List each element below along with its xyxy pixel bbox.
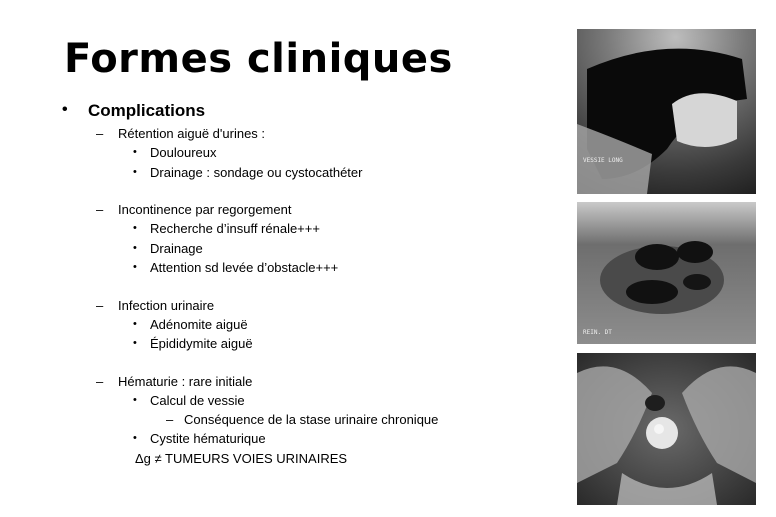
group-infection bbox=[62, 296, 582, 354]
ultrasound-kidney-image bbox=[577, 202, 756, 344]
sub-list-item: – Conséquence de la stase urinaire chronique bbox=[62, 412, 454, 428]
section-heading: • Complications bbox=[62, 100, 582, 124]
list-item: • Drainage bbox=[62, 239, 582, 259]
ultrasound-label: VESSIE LONG bbox=[583, 157, 623, 164]
slide-content bbox=[62, 100, 582, 468]
group-label: – Rétention aiguë d'urines : bbox=[62, 124, 582, 143]
pelvic-xray-image bbox=[577, 353, 756, 505]
group-label: – Incontinence par regorgement bbox=[62, 200, 582, 219]
slide-title: Formes cliniques bbox=[64, 36, 453, 82]
list-item: • Douloureux bbox=[62, 143, 582, 163]
list-item: • Cystite hématurique bbox=[62, 429, 582, 449]
list-item: • Drainage : sondage ou cystocathéter bbox=[62, 163, 582, 183]
ultrasound-bladder-image bbox=[577, 29, 756, 194]
list-item: • Recherche d’insuff rénale+++ bbox=[62, 219, 582, 239]
ultrasound-label: REIN. DT bbox=[583, 329, 612, 336]
group-label: – Infection urinaire bbox=[62, 296, 582, 315]
list-item: • Calcul de vessie bbox=[62, 391, 582, 411]
group-hematurie bbox=[62, 372, 582, 468]
group-incontinence bbox=[62, 200, 582, 278]
group-retention bbox=[62, 124, 582, 182]
list-item: • Épididymite aiguë bbox=[62, 334, 582, 354]
group-label: – Hématurie : rare initiale bbox=[62, 372, 582, 391]
list-item: • Adénomite aiguë bbox=[62, 315, 582, 335]
list-item: • Attention sd levée d’obstacle+++ bbox=[62, 258, 582, 278]
differential-note: Δg ≠ TUMEURS VOIES URINAIRES bbox=[135, 450, 348, 466]
